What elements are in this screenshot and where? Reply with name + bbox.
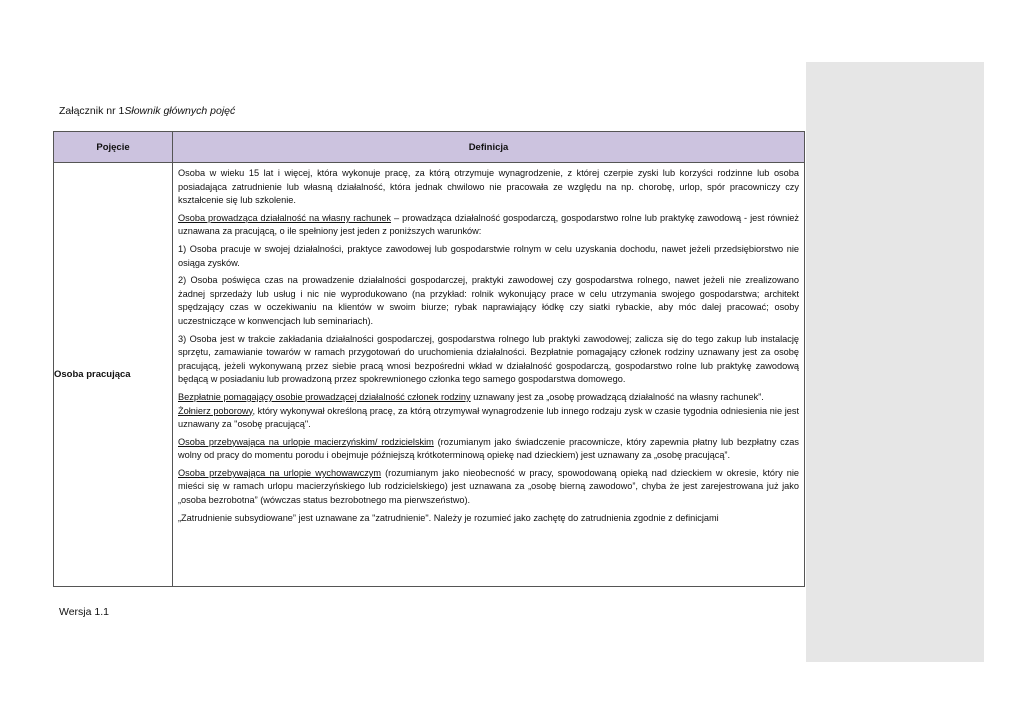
title-prefix: Załącznik nr 1 — [59, 105, 125, 117]
definition-content — [173, 163, 804, 586]
underlined-term: Osoba przebywająca na urlopie wychowawczym — [178, 467, 382, 478]
document-title — [59, 105, 235, 117]
definition-paragraph: 1) Osoba pracuje w swojej działalności, praktyce zawodowej lub gospodarstwie rolnym w celu uzyskania dochodu, nawet jeżeli przedsiębiorstwo nie osiąga zysków. — [178, 243, 799, 268]
definition-paragraph: Osoba przebywająca na urlopie wychowawczym (rozumianym jako nieobecność w pracy, spowodowaną opieką nad dzieckiem w okresie, który nie mieści się w ramach urlopu macierzyńskiego lub rodzicielskiego) jest uznawana za „osobę bierną zawodowo”, chyba że jest zarejestrowana już jako „osoba bezrobotna” (wówczas status bezrobotnego ma pierwszeństwo). — [178, 467, 799, 506]
header-definition: Definicja — [173, 132, 805, 163]
table-header-row — [54, 132, 805, 163]
underlined-term: Osoba przebywająca na urlopie macierzyńskim/ rodzicielskim — [178, 436, 434, 447]
comment-pane — [806, 62, 984, 662]
definition-paragraph: Osoba prowadząca działalność na własny rachunek – prowadząca działalność gospodarczą, gospodarstwo rolne lub praktykę zawodową - jest również uznawana za pracującą, o ile spełniony jest jeden z poniższych warunków: — [178, 212, 799, 237]
definition-cell — [173, 163, 805, 587]
underlined-term: Osoba prowadząca działalność na własny rachunek — [178, 212, 392, 223]
header-term: Pojęcie — [54, 132, 173, 163]
definition-paragraph: „Zatrudnienie subsydiowane” jest uznawane za "zatrudnienie". Należy je rozumieć jako zachętę do zatrudnienia zgodnie z definicjami — [178, 512, 719, 523]
underlined-term: Żołnierz poborowy — [178, 405, 253, 416]
title-italic: Słownik głównych pojęć — [124, 105, 236, 117]
glossary-table — [53, 131, 805, 587]
definition-paragraph: 3) Osoba jest w trakcie zakładania działalności gospodarczej, gospodarstwa rolnego lub praktyki zawodowej; zalicza się do tego zakup lub instalację sprzętu, zamawianie towarów w ramach przygotowań do uruchomienia działalności. Bezpłatnie pomagający członek rodziny uznawany jest za osobę pracującą, jeżeli wykonywaną przez siebie pracą wnosi bezpośredni wkład w działalność gospodarczą, gospodarstwo rolne lub praktykę zawodową będącą w posiadaniu lub prowadzoną przez spokrewnionego członka tego samego gospodarstwa domowego. — [178, 333, 799, 385]
definition-paragraph: Bezpłatnie pomagający osobie prowadzącej działalność członek rodziny uznawany jest za „osobę prowadzącą działalność na własny rachunek”. Żołnierz poborowy, który wykonywał określoną pracę, za którą otrzymywał wynagrodzenie lub innego rodzaju zysk w czasie tygodnia odniesienia nie jest uznawany za "osobę pracującą". — [178, 391, 799, 430]
definition-paragraph: Osoba w wieku 15 lat i więcej, która wykonuje pracę, za którą otrzymuje wynagrodzenie, z której czerpie zyski lub korzyści rodzinne lub osoba posiadająca zatrudnienie lub własną działalność, która jednak chwilowo nie pracowała ze względu na np. chorobę, urlop, spór pracowniczy czy kształcenie się lub szkolenie. — [178, 168, 799, 206]
definition-paragraph: 2) Osoba poświęca czas na prowadzenie działalności gospodarczej, praktyki zawodowej czy gospodarstwa rolnego, nawet jeżeli nie zrealizowano żadnej sprzedaży lub usług i nic nie wyprodukowano (na przykład: rolnik wykonujący prace w celu utrzymania swojego gospodarstwa; architekt spędzający czas w oczekiwaniu na klientów w swoim biurze; rybak naprawiający łódkę czy siatki rybackie, aby móc dalej pracować; osoby uczestniczące w konwencjach lub seminariach). — [178, 275, 799, 326]
document-footer: Wersja 1.1 — [59, 606, 109, 618]
definition-paragraph: Osoba przebywająca na urlopie macierzyńskim/ rodzicielskim (rozumianym jako świadczenie pracownicze, który zapewnia płatny lub bezpłatny czas wolny od pracy do momentu porodu i obejmuje późniejszą krótkoterminową opiekę nad dzieckiem) jest uznawany za „osobę pracującą”. — [178, 436, 799, 461]
term-cell: Osoba pracująca — [54, 163, 173, 587]
table-row — [54, 163, 805, 587]
underlined-term: Bezpłatnie pomagający osobie prowadzącej działalność członek rodziny — [178, 391, 471, 402]
